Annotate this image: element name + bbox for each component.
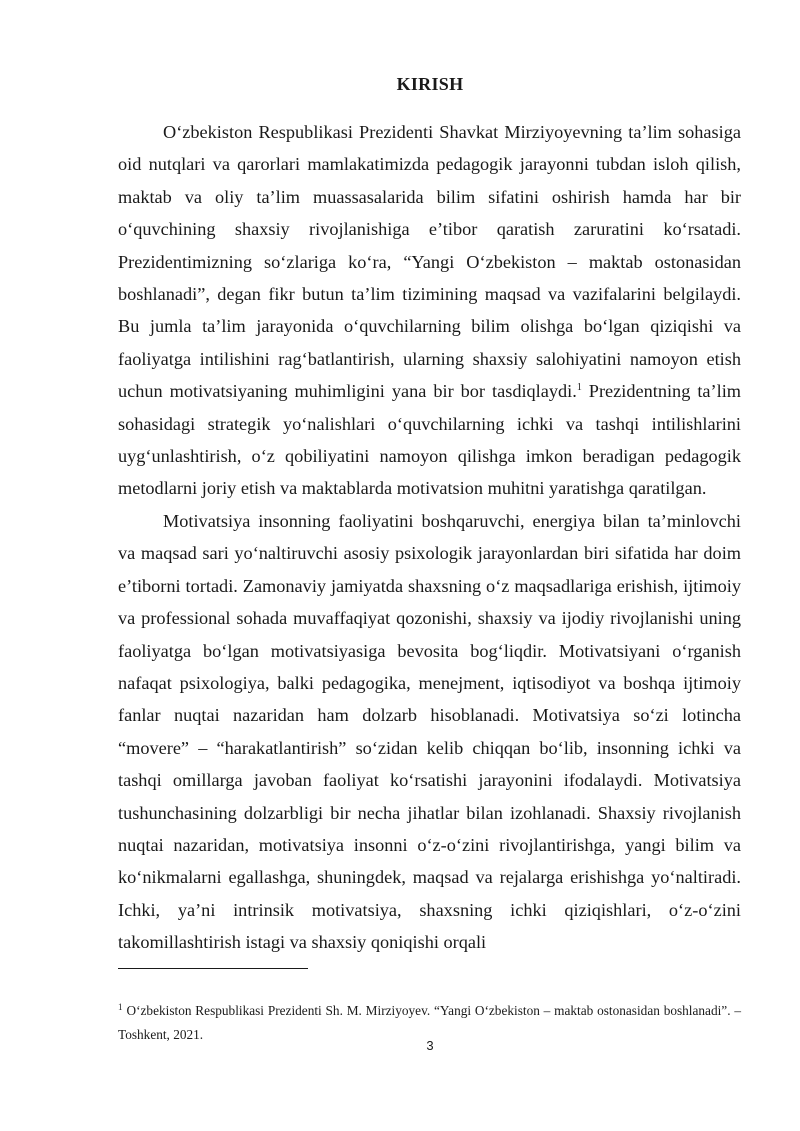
paragraph-2: Motivatsiya insonning faoliyatini boshqaruvchi, energiya bilan ta’minlovchi va maqsad sari yo‘naltiruvchi asosiy psixologik jarayonlardan biri sifatida har doim e’tiborni tortadi. Zamonaviy jamiyatda shaxsning o‘z maqsadlariga erishish, ijtimoiy va professional sohada muvaffaqiyat qozonishi, shaxsiy va ijodiy rivojlanishi uning faoliyatga bo‘lgan motivatsiyasiga bevosita bog‘liqdir. Motivatsiyani o‘rganish nafaqat psixologiya, balki pedagogika, menejment, iqtisodiyot va boshqa ijtimoiy fanlar nuqtai nazaridan ham dolzarb hisoblanadi. Motivatsiya so‘zi lotincha “movere” – “harakatlantirish” so‘zidan kelib chiqqan bo‘lib, insonning ichki va tashqi omillarga javoban faoliyat ko‘rsatishi jarayonini ifodalaydi. Motivatsiya tushunchasining dolzarbligi bir necha jihatlar bilan izohlanadi. Shaxsiy rivojlanish nuqtai nazaridan, motivatsiya insonni o‘z-o‘zini rivojlantirishga, yangi bilim va ko‘nikmalarni egallashga, shuningdek, maqsad va rejalarga erishishga yo‘naltiradi. Ichki, ya’ni intrinsik motivatsiya, shaxsning ichki qiziqishlari, o‘z-o‘zini takomillashtirish istagi va shaxsiy qoniqishi orqali xyxy=(118,510,741,953)
paragraph-1-text: O‘zbekiston Respublikasi Prezidenti Shavkat Mirziyoyevning ta’lim sohasiga oid nutqlari va qarorlari mamlakatimizda pedagogik jarayonni tubdan isloh qilish, maktab va oliy ta’lim muassasalarida bilim sifatini oshirish hamda har bir o‘quvchining shaxsiy rivojlanishiga e’tibor qaratish zaruratini ko‘rsatadi. Prezidentimizning so‘zlariga ko‘ra, “Yangi O‘zbekiston – maktab ostonasidan boshlanadi”, degan fikr butun ta’lim tizimining maqsad va vazifalarini belgilaydi. Bu jumla ta’lim jarayonida o‘quvchilarning bilim olishga bo‘lgan qiziqishi va faoliyatga intilishini rag‘batlantirish, ularning shaxsiy salohiyatini namoyon etish uchun motivatsiyaning muhimligini yana bir bor tasdiqlaydi. xyxy=(118,122,741,402)
page-title: KIRISH xyxy=(396,74,464,94)
paragraph-1-text-continued: Prezidentning ta’lim sohasidagi strategik yo‘nalishlari o‘quvchilarning ichki va tashqi intilishlarini uyg‘unlashtirish, o‘z qobiliyatini namoyon qilishga imkon beradigan pedagogik metodlarni joriy etish va maktablarda motivatsion muhitni yaratishga qaratilgan. xyxy=(118,381,741,499)
footnote-mark: 1 xyxy=(118,1001,123,1012)
paragraph-1 xyxy=(118,116,741,505)
page-number: 3 xyxy=(426,1038,434,1053)
body-text xyxy=(118,116,741,959)
footnote-separator xyxy=(118,968,308,969)
footnote-text: O‘zbekiston Respublikasi Prezidenti Sh. M. Mirziyoyev. “Yangi O‘zbekiston – maktab ostonasidan boshlanadi”. – Toshkent, 2021. xyxy=(118,1003,741,1042)
footnote-reference[interactable]: 1 xyxy=(576,382,582,394)
